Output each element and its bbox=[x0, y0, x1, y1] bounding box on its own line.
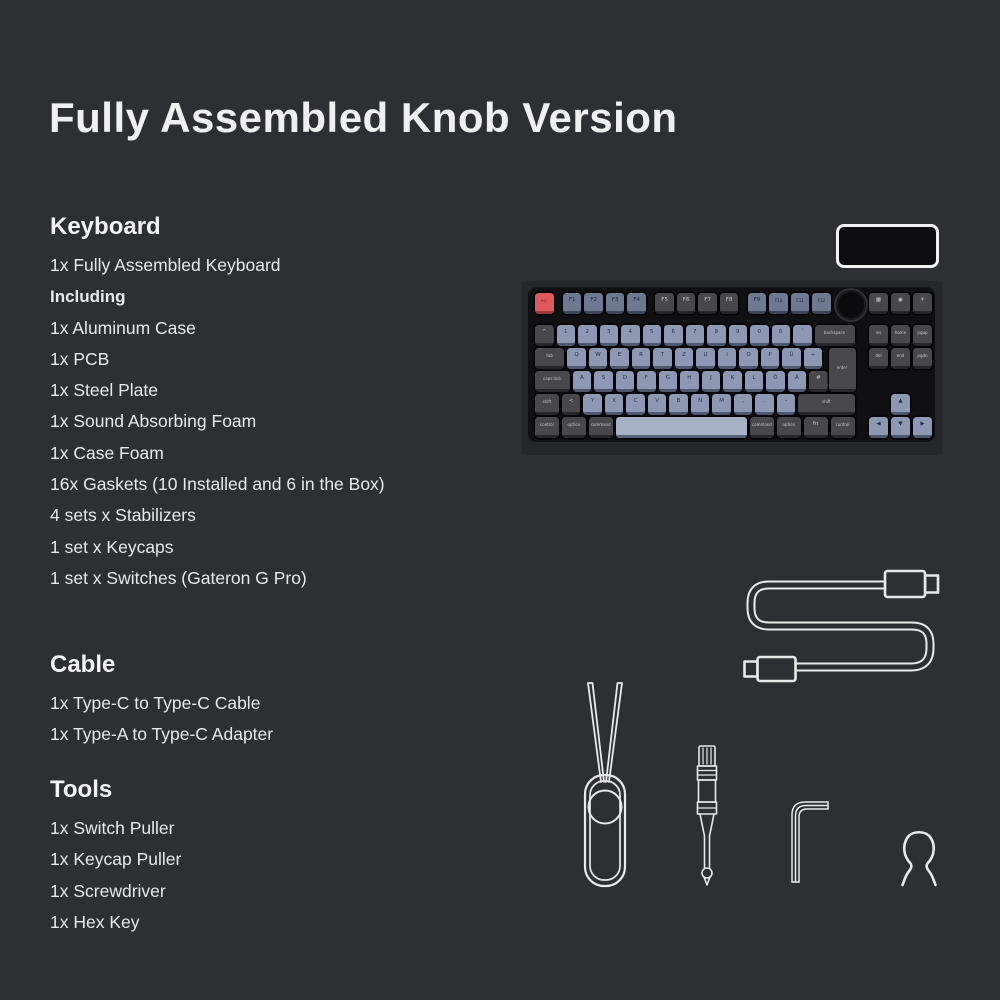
section-heading-cable: Cable bbox=[50, 651, 116, 678]
key-label: . bbox=[763, 398, 766, 405]
key-P bbox=[761, 348, 780, 369]
key-label: D bbox=[622, 375, 627, 382]
key-- bbox=[777, 394, 796, 415]
key-F8 bbox=[720, 293, 739, 314]
key-6 bbox=[664, 325, 683, 346]
key-label: tab bbox=[546, 353, 553, 358]
key-label: Q bbox=[574, 352, 579, 359]
key-2 bbox=[578, 325, 597, 346]
key-label: pgdn bbox=[917, 353, 928, 358]
key-label: - bbox=[785, 398, 788, 405]
key-F9 bbox=[748, 293, 767, 314]
key-label: E bbox=[617, 352, 622, 359]
key-pgdn-key bbox=[913, 348, 932, 369]
blank-rounded-card bbox=[836, 224, 939, 268]
key-H bbox=[680, 371, 699, 392]
key-O bbox=[739, 348, 758, 369]
key-shift bbox=[535, 394, 559, 415]
key-label: F1 bbox=[568, 297, 576, 304]
key-4 bbox=[621, 325, 640, 346]
key-label: , bbox=[742, 398, 744, 405]
list-item: 16x Gaskets (10 Installed and 6 in the Box) bbox=[50, 474, 385, 495]
key-´ bbox=[793, 325, 812, 346]
list-item: 4 sets x Stabilizers bbox=[50, 505, 196, 526]
key-backspace bbox=[815, 325, 855, 346]
key-7 bbox=[686, 325, 705, 346]
key-caps lock bbox=[535, 371, 570, 392]
key-ins-key bbox=[869, 325, 888, 346]
key-label: 6 bbox=[671, 329, 675, 336]
key-label: pgup bbox=[917, 330, 928, 335]
list-item: 1x Screwdriver bbox=[50, 880, 166, 901]
key-W bbox=[589, 348, 608, 369]
key-label: ^ bbox=[541, 329, 547, 336]
key-space bbox=[616, 417, 747, 438]
key-F6 bbox=[677, 293, 696, 314]
keyboard-case bbox=[528, 287, 935, 442]
key-Y bbox=[583, 394, 602, 415]
key-label: fn bbox=[812, 421, 819, 428]
list-item: 1x Type-C to Type-C Cable bbox=[50, 693, 261, 713]
key-arrow-up bbox=[891, 394, 910, 415]
key-label: command bbox=[590, 422, 611, 427]
key-9 bbox=[729, 325, 748, 346]
type-c-cable-illustration bbox=[735, 555, 945, 685]
key-5 bbox=[643, 325, 662, 346]
key-label: home bbox=[894, 330, 907, 335]
key-tab bbox=[535, 348, 564, 369]
list-item: 1 set x Switches (Gateron G Pro) bbox=[50, 567, 307, 588]
key-K bbox=[723, 371, 742, 392]
key-8 bbox=[707, 325, 726, 346]
key-. bbox=[755, 394, 774, 415]
key-label: Ö bbox=[773, 375, 778, 382]
key-arrow-right bbox=[913, 417, 932, 438]
key-shift bbox=[798, 394, 854, 415]
cable-items bbox=[50, 688, 520, 751]
key-V bbox=[648, 394, 667, 415]
key-M bbox=[712, 394, 731, 415]
key-label: F12 bbox=[817, 298, 826, 303]
key-label: F6 bbox=[682, 297, 690, 304]
list-item: 1x Type-A to Type-C Adapter bbox=[50, 724, 274, 745]
section-heading-keyboard: Keyboard bbox=[50, 213, 161, 240]
screwdriver-illustration bbox=[692, 742, 722, 888]
section-tools bbox=[50, 776, 520, 938]
key-label: O bbox=[746, 352, 751, 359]
key-^ bbox=[535, 325, 554, 346]
key-label: ins bbox=[875, 330, 882, 335]
list-item: Including bbox=[50, 287, 126, 307]
list-item: 1x Aluminum Case bbox=[50, 317, 196, 338]
key-label: ▦ bbox=[875, 297, 882, 304]
key-label: 9 bbox=[736, 329, 740, 336]
key-F12 bbox=[812, 293, 831, 314]
key-label: del bbox=[875, 353, 882, 358]
key-Ü bbox=[782, 348, 801, 369]
key-label: Y bbox=[590, 398, 595, 405]
key-0 bbox=[750, 325, 769, 346]
key-label: V bbox=[655, 398, 659, 405]
key-label: option bbox=[782, 422, 796, 427]
list-item: 1x Keycap Puller bbox=[50, 849, 182, 870]
page-title: Fully Assembled Knob Version bbox=[49, 94, 678, 141]
key-3 bbox=[600, 325, 619, 346]
list-item: 1x Fully Assembled Keyboard bbox=[50, 255, 281, 275]
key-G bbox=[659, 371, 678, 392]
key-label: 2 bbox=[585, 329, 589, 336]
key-home-key bbox=[891, 325, 910, 346]
key-F7 bbox=[698, 293, 717, 314]
list-item: 1x Switch Puller bbox=[50, 818, 175, 838]
key-label: H bbox=[687, 375, 692, 382]
key-label: control bbox=[835, 422, 850, 427]
key-label: F3 bbox=[611, 297, 619, 304]
key-label: F2 bbox=[590, 297, 598, 304]
key-C bbox=[626, 394, 645, 415]
list-item: 1x Case Foam bbox=[50, 442, 164, 463]
key-backlight-key bbox=[913, 293, 932, 314]
key-enter bbox=[829, 348, 856, 392]
key-X bbox=[605, 394, 624, 415]
key-label: Z bbox=[682, 352, 686, 359]
key-1 bbox=[557, 325, 576, 346]
key-Ä bbox=[788, 371, 807, 392]
key-label: ▲ bbox=[898, 398, 903, 405]
key-label: L bbox=[752, 375, 756, 382]
section-keyboard bbox=[50, 213, 520, 594]
key-option bbox=[562, 417, 586, 438]
key-arrow-down bbox=[891, 417, 910, 438]
key-Ö bbox=[766, 371, 785, 392]
key-label: F5 bbox=[661, 297, 668, 304]
key-mic-key bbox=[891, 293, 910, 314]
key-D bbox=[616, 371, 635, 392]
key-label: C bbox=[633, 398, 638, 405]
key-, bbox=[734, 394, 753, 415]
key-E bbox=[610, 348, 629, 369]
key-label: G bbox=[665, 375, 670, 382]
key-label: J bbox=[710, 375, 712, 382]
key-F3 bbox=[606, 293, 625, 314]
key-label: A bbox=[579, 375, 584, 382]
key-label: 0 bbox=[757, 329, 761, 336]
key-label: B bbox=[676, 398, 681, 405]
key-label: ◉ bbox=[898, 297, 903, 304]
key-label: backspace bbox=[823, 330, 846, 335]
key-I bbox=[718, 348, 737, 369]
key-option bbox=[777, 417, 801, 438]
key-label: F10 bbox=[774, 298, 783, 303]
key-fn bbox=[804, 417, 828, 438]
key-label: N bbox=[698, 398, 703, 405]
key-label: Ü bbox=[789, 352, 794, 359]
list-item: 1x Steel Plate bbox=[50, 380, 158, 401]
key-Z bbox=[675, 348, 694, 369]
key-esc bbox=[535, 293, 554, 314]
keyboard-image bbox=[522, 281, 942, 455]
switch-puller-illustration bbox=[578, 678, 632, 892]
key-label: < bbox=[568, 398, 574, 405]
key-label: X bbox=[612, 398, 617, 405]
key-label: R bbox=[639, 352, 643, 359]
key-label: F4 bbox=[633, 297, 641, 304]
key-label: 8 bbox=[714, 329, 718, 336]
keycap-puller-illustration bbox=[897, 824, 941, 888]
hex-key-illustration bbox=[776, 797, 832, 887]
key-label: I bbox=[726, 352, 728, 359]
key-ß bbox=[772, 325, 791, 346]
key-label: F7 bbox=[704, 297, 711, 304]
key-arrow-left bbox=[869, 417, 888, 438]
list-item: 1x PCB bbox=[50, 348, 110, 369]
key-< bbox=[562, 394, 581, 415]
key-B bbox=[669, 394, 688, 415]
key-label: enter bbox=[836, 364, 848, 370]
key-label: shift bbox=[822, 399, 831, 404]
key-label: P bbox=[768, 352, 772, 359]
key-R bbox=[632, 348, 651, 369]
key-label: # bbox=[816, 375, 821, 382]
keyboard-items bbox=[50, 250, 520, 594]
volume-knob bbox=[836, 290, 866, 320]
key-label: W bbox=[595, 352, 601, 359]
key-F bbox=[637, 371, 656, 392]
key-label: shift bbox=[542, 399, 552, 404]
key-end-key bbox=[891, 348, 910, 369]
key-command bbox=[589, 417, 613, 438]
key-F11 bbox=[791, 293, 810, 314]
list-item: 1x Sound Absorbing Foam bbox=[50, 411, 257, 432]
key-label: command bbox=[751, 422, 772, 427]
key-A bbox=[573, 371, 592, 392]
key-F2 bbox=[584, 293, 603, 314]
key-+ bbox=[804, 348, 823, 369]
key-label: 1 bbox=[564, 329, 568, 336]
key-command bbox=[750, 417, 774, 438]
key-label: U bbox=[703, 352, 708, 359]
key-label: control bbox=[540, 422, 554, 427]
key-label: F9 bbox=[753, 297, 761, 304]
section-heading-tools: Tools bbox=[50, 776, 113, 803]
key-screenshot-key bbox=[869, 293, 888, 314]
key-del-key bbox=[869, 348, 888, 369]
key-label: esc bbox=[540, 298, 548, 303]
key-F1 bbox=[563, 293, 582, 314]
key-label: M bbox=[719, 398, 724, 405]
key-label: ◀ bbox=[876, 421, 881, 428]
key-label: ▼ bbox=[898, 421, 903, 428]
key-Q bbox=[567, 348, 586, 369]
list-item: 1x Hex Key bbox=[50, 911, 140, 932]
key-control bbox=[535, 417, 559, 438]
key-label: option bbox=[567, 422, 581, 427]
key-label: 7 bbox=[693, 329, 697, 336]
key-N bbox=[691, 394, 710, 415]
key-label: F8 bbox=[725, 297, 733, 304]
key-T bbox=[653, 348, 672, 369]
key-F10 bbox=[769, 293, 788, 314]
tools-items bbox=[50, 813, 520, 938]
key-pgup-key bbox=[913, 325, 932, 346]
key-# bbox=[809, 371, 828, 392]
key-F5 bbox=[655, 293, 674, 314]
key-U bbox=[696, 348, 715, 369]
key-label: 4 bbox=[628, 329, 632, 336]
section-cable bbox=[50, 651, 520, 751]
key-F4 bbox=[627, 293, 646, 314]
key-L bbox=[745, 371, 764, 392]
key-label: caps lock bbox=[543, 376, 562, 381]
key-label: + bbox=[810, 352, 816, 359]
key-label: S bbox=[601, 375, 606, 382]
key-label: K bbox=[730, 375, 735, 382]
key-label: ▶ bbox=[920, 421, 925, 428]
key-label: 5 bbox=[650, 329, 654, 336]
key-J bbox=[702, 371, 721, 392]
key-label: Ä bbox=[794, 375, 799, 382]
key-label: ß bbox=[779, 329, 783, 336]
key-label: 3 bbox=[607, 329, 611, 336]
key-label: ☀ bbox=[920, 297, 925, 304]
key-label: T bbox=[660, 352, 665, 359]
list-item: 1 set x Keycaps bbox=[50, 536, 174, 557]
key-label: F11 bbox=[796, 298, 804, 303]
key-S bbox=[594, 371, 613, 392]
key-label: F bbox=[644, 375, 648, 382]
key-label: ´ bbox=[800, 329, 804, 336]
key-label: end bbox=[896, 353, 905, 358]
key-control bbox=[831, 417, 855, 438]
